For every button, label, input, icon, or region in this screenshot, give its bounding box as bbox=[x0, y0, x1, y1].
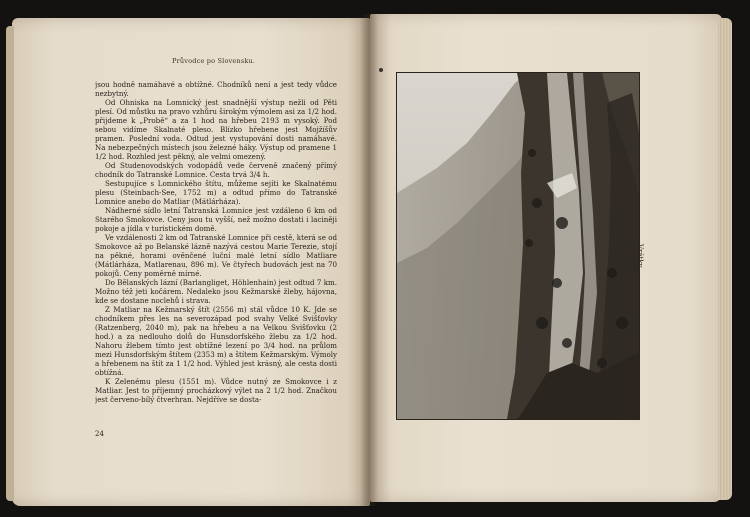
paragraph: Nádherné sídlo letní Tatranská Lomnice jest vzdáleno 6 km od Starého Smokovce. Ceny jsou tu vyšší, než možno dostati i laciněji pokoje a jídla v turistickém domě. bbox=[95, 206, 337, 233]
ink-dot bbox=[379, 68, 383, 72]
paragraph: Z Matliar na Kežmarský štít (2556 m) stál vůdce 10 K. Jde se chodníkem přes les na severozápad pod svahy Velké Svišťovky (Ratzenberg, 2040 m), pak na hřebeu a na Velkou Svišťovku (2 hod.) a za nedlouho dolů do Hunsdorfského žlebu za 1/2 hod. Nahoru žlebem tímto jest obtížné lezení po 3/4 hod. na průlom mezi Hunsdorfským štítem (2353 m) a štítem Kežmarským. Výmoly a hřebenem na štít za 1 1/2 hod. Výhled jest krásný, ale cesta dosti obtížná. bbox=[95, 305, 337, 377]
paragraph: Do Bělanských lázní (Barlangliget, Höhlenhain) jest odtud 7 km. Možno též jeti kočárem. Nedaleko jsou Kežmarské žleby, hájovna, kde se dostane noclehů i strava. bbox=[95, 278, 337, 305]
paragraph: Sestupujíce s Lomnického štítu, můžeme sejíti ke Skalnatému plesu (Steinbach-See, 1752 m) a odtud přímo do Tatranské Lomnice anebo do Matliar (Mátlárháza). bbox=[95, 179, 337, 206]
paragraph: Ve vzdálenosti 2 km od Tatranské Lomnice při cestě, která se od Smokovce až po Belanské lázně nazývá cestou Marie Terezie, stojí na pěkné, horami ověnčené luční malé letní sídlo Matliare (Mátlárháza, Matlarenau, 896 m). Ve čtyřech budovách jest na 70 pokojů. Ceny poměrně mírné. bbox=[95, 233, 337, 278]
page-edges bbox=[718, 18, 732, 500]
mountain-valley-illustration bbox=[397, 73, 639, 419]
book-gutter bbox=[360, 14, 378, 506]
paragraph: K Zelenému plesu (1551 m). Vůdce nutný ze Smokovce i z Matliar. Jest to příjemný procházkový výlet na 2 1/2 hod. Značkou jest červeno-bílý čtverhran. Nejdříve se dosta- bbox=[95, 377, 337, 404]
mountain-photograph bbox=[396, 72, 640, 420]
paragraph: jsou hodně namáhavé a obtížné. Chodníků není a jest tedy vůdce nezbytný. bbox=[95, 80, 337, 98]
body-text bbox=[95, 80, 337, 428]
paragraph: Od Ohniska na Lomnický jest snadnější výstup nežli od Pěti plesí. Od můstku na pravo vzhůru širokým výmolem asi za 1/2 hod. přijdeme k „Probě“ a za 1 hod na hřebeu 2193 m vysoký. Pod sebou vidíme Skalnaté pleso. Blízko hřebene jest Mojžíšův pramen. Poslední voda. Odtud jest vystupování dosti namáhavé. Na nebezpečných místech jsou železné háky. Výstup od pramene 1 1/2 hod. Rozhled jest pěkný, ale velmi omezený. bbox=[95, 98, 337, 161]
running-head: Průvodce po Slovensku. bbox=[172, 57, 256, 65]
paragraph: Od Studenovodských vodopádů vede červeně značený přímý chodník do Tatranské Lomnice. Cesta trvá 3/4 h. bbox=[95, 161, 337, 179]
photo-caption: Vrátky bbox=[636, 244, 644, 268]
page-number: 24 bbox=[95, 430, 104, 438]
